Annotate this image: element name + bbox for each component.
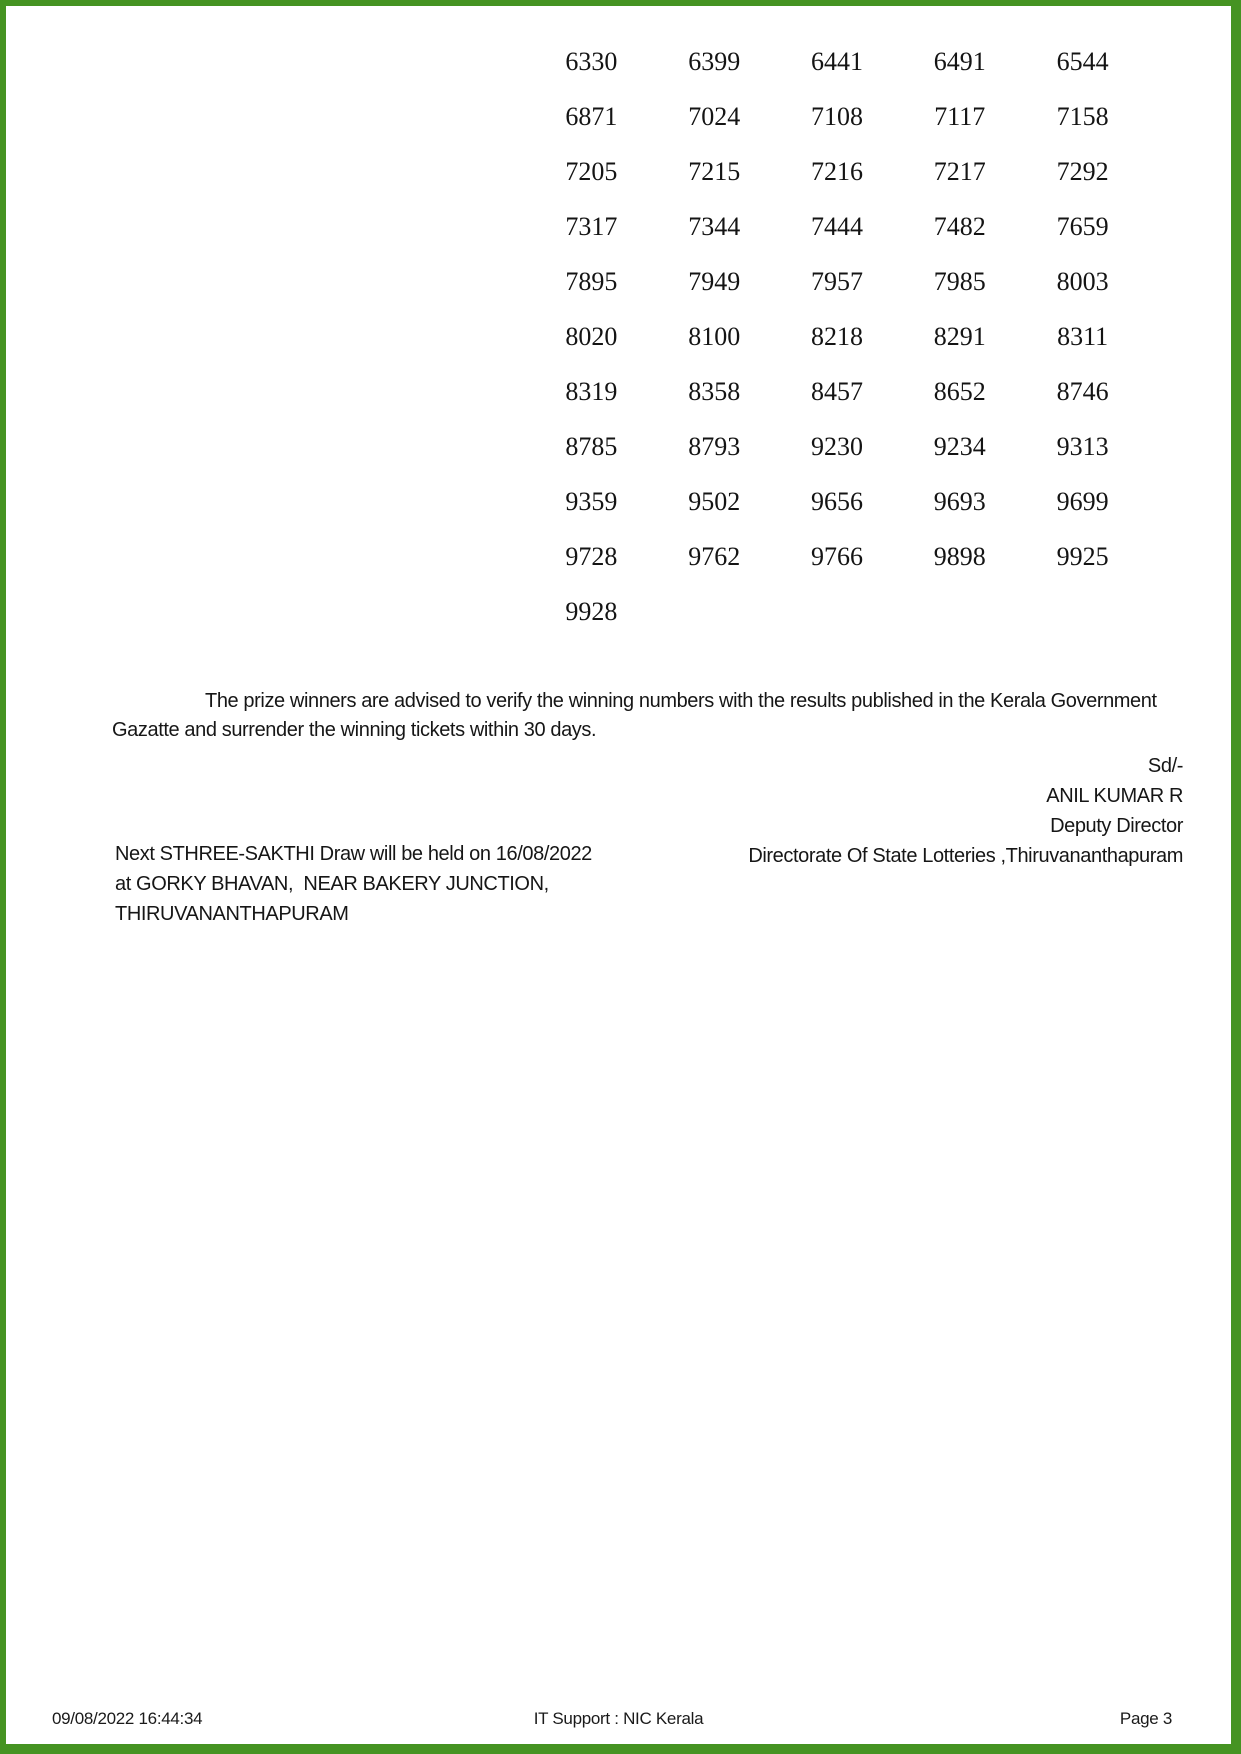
winning-number: 9230 — [810, 432, 863, 461]
winning-number: 8003 — [1056, 267, 1109, 296]
winning-number: 6330 — [565, 47, 618, 76]
winning-numbers-grid — [530, 34, 1144, 639]
winning-number: 8785 — [565, 432, 618, 461]
winning-number: 7482 — [933, 212, 986, 241]
winning-number: 7985 — [933, 267, 986, 296]
winning-number: 9699 — [1056, 487, 1109, 516]
winning-number: 6871 — [565, 102, 618, 131]
winning-number: 7117 — [934, 102, 986, 131]
winning-number: 8100 — [688, 322, 741, 351]
winning-number: 7158 — [1056, 102, 1109, 131]
winning-number: 7205 — [565, 157, 618, 186]
next-draw-line: at GORKY BHAVAN, NEAR BAKERY JUNCTION, — [115, 873, 549, 895]
winning-number: 7957 — [810, 267, 863, 296]
winning-number: 8652 — [933, 377, 986, 406]
footer-datetime: 09/08/2022 16:44:34 — [52, 1709, 203, 1728]
signoff-name: ANIL KUMAR R — [1046, 785, 1183, 807]
winning-number: 7317 — [565, 212, 618, 241]
winning-number: 8218 — [810, 322, 863, 351]
winning-number: 7217 — [933, 157, 986, 186]
winning-number: 9898 — [933, 542, 986, 571]
winning-number: 7659 — [1056, 212, 1109, 241]
winning-number: 8311 — [1057, 322, 1109, 351]
signoff-office: Directorate Of State Lotteries ,Thiruvananthapuram — [748, 845, 1183, 867]
signoff-designation: Deputy Director — [1050, 815, 1183, 837]
footer-support: IT Support : NIC Kerala — [533, 1709, 704, 1728]
winning-number: 8291 — [933, 322, 986, 351]
winning-number: 8457 — [810, 377, 863, 406]
next-draw-line: THIRUVANANTHAPURAM — [115, 903, 349, 925]
next-draw-line: Next STHREE-SAKTHI Draw will be held on 16/08/2022 — [115, 843, 592, 865]
winning-number: 9313 — [1056, 432, 1109, 461]
winning-number: 9234 — [933, 432, 986, 461]
winning-number: 7949 — [688, 267, 741, 296]
winning-number: 7895 — [565, 267, 618, 296]
winning-number: 7344 — [688, 212, 741, 241]
winning-number: 6491 — [933, 47, 986, 76]
winning-number: 8793 — [688, 432, 741, 461]
advisory-paragraph: The prize winners are advised to verify the winning numbers with the results published in the Kerala Government Gazatte and surrender the winning tickets within 30 days. — [112, 690, 1157, 741]
winning-number: 7292 — [1056, 157, 1109, 186]
winning-number: 9656 — [810, 487, 863, 516]
winning-number: 9693 — [933, 487, 986, 516]
footer-page-number: Page 3 — [1119, 1709, 1172, 1728]
winning-number: 6544 — [1056, 47, 1109, 76]
winning-number: 9762 — [688, 542, 741, 571]
winning-number: 8319 — [565, 377, 618, 406]
next-draw-notice — [115, 839, 675, 929]
winning-number: 6441 — [810, 47, 863, 76]
winning-number: 8746 — [1056, 377, 1109, 406]
winning-number: 7216 — [810, 157, 863, 186]
winning-number: 9502 — [688, 487, 741, 516]
signoff-sd: Sd/- — [1147, 755, 1183, 777]
winning-number: 7215 — [688, 157, 741, 186]
winning-number: 7444 — [810, 212, 863, 241]
winning-number: 8020 — [565, 322, 618, 351]
winning-number: 7108 — [810, 102, 863, 131]
page-footer — [6, 1709, 1231, 1733]
winning-number: 9928 — [565, 597, 618, 626]
winning-number: 7024 — [688, 102, 741, 131]
winning-number: 6399 — [688, 47, 741, 76]
winning-number: 8358 — [688, 377, 741, 406]
winning-number: 9925 — [1056, 542, 1109, 571]
winning-number: 9359 — [565, 487, 618, 516]
winning-number: 9766 — [810, 542, 863, 571]
winning-number: 9728 — [565, 542, 618, 571]
signature-block — [748, 751, 1183, 871]
